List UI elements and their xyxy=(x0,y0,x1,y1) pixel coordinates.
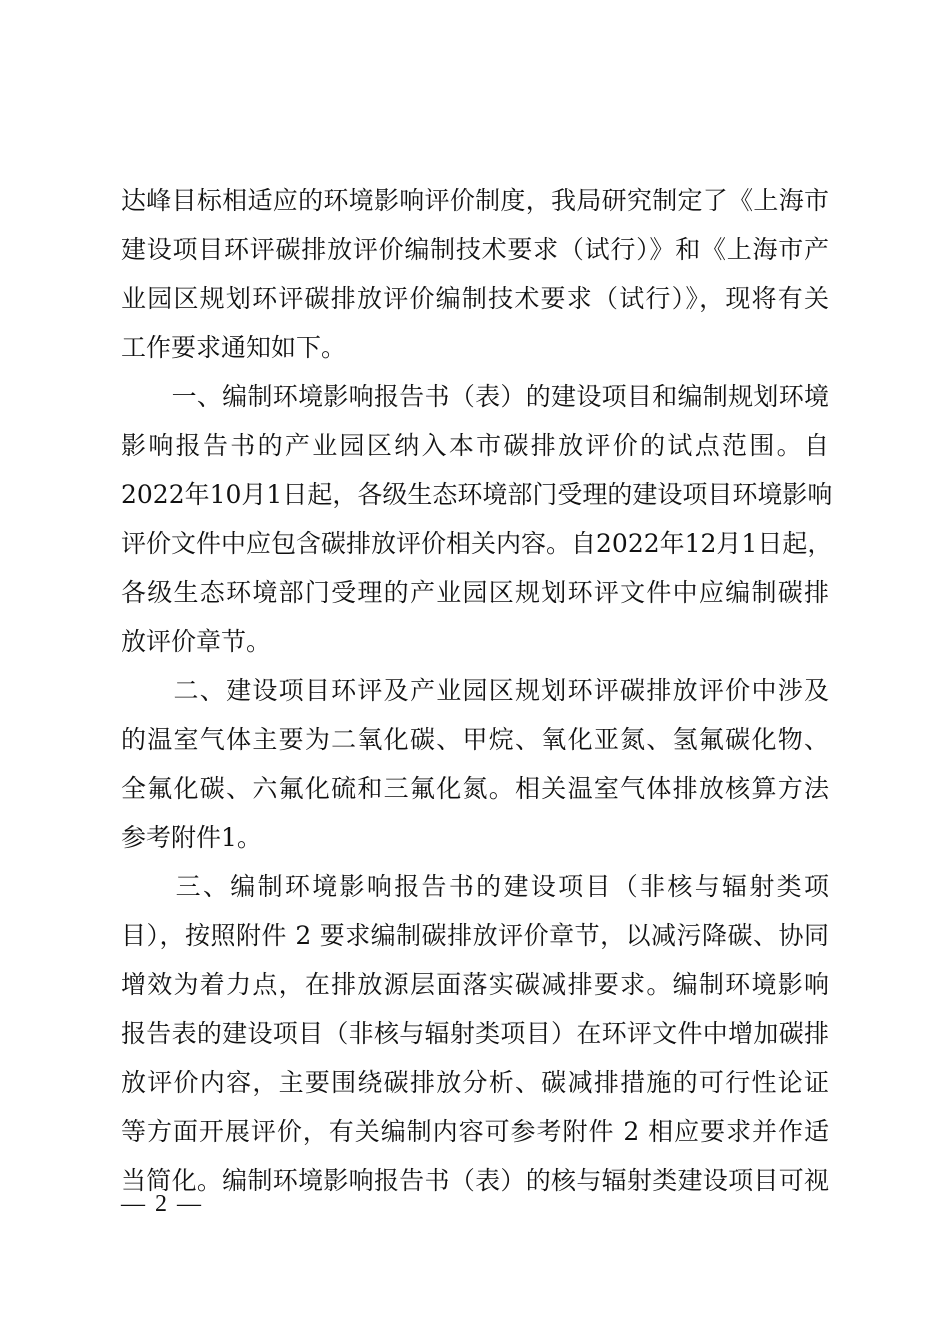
section-one-line-1: 一、编制环境影响报告书（表）的建设项目和编制规划环境 xyxy=(121,382,829,411)
page-number: — 2 — xyxy=(121,1191,203,1217)
section-two-line-4: 参考附件1。 xyxy=(121,823,262,852)
intro-line-1: 达峰目标相适应的环境影响评价制度，我局研究制定了《上海市 xyxy=(121,186,829,215)
intro-line-3: 业园区规划环评碳排放评价编制技术要求（试行）》，现将有关 xyxy=(121,284,829,313)
section-one-line-3: 2022年10月1日起，各级生态环境部门受理的建设项目环境影响 xyxy=(121,480,833,509)
section-three-line-3: 增效为着力点，在排放源层面落实碳减排要求。编制环境影响 xyxy=(121,970,829,999)
section-one-line-6: 放评价章节。 xyxy=(121,627,272,656)
section-three-line-1: 三、编制环境影响报告书的建设项目（非核与辐射类项 xyxy=(121,872,829,901)
section-one-line-2: 影响报告书的产业园区纳入本市碳排放评价的试点范围。自 xyxy=(121,431,829,460)
section-two-line-2: 的温室气体主要为二氧化碳、甲烷、氧化亚氮、氢氟碳化物、 xyxy=(121,725,829,754)
section-three-line-6: 等方面开展评价，有关编制内容可参考附件 2 相应要求并作适 xyxy=(121,1117,829,1146)
section-two-line-1: 二、建设项目环评及产业园区规划环评碳排放评价中涉及 xyxy=(121,676,829,705)
section-one-line-5: 各级生态环境部门受理的产业园区规划环评文件中应编制碳排 xyxy=(121,578,829,607)
intro-line-2: 建设项目环评碳排放评价编制技术要求（试行）》和《上海市产 xyxy=(121,235,829,264)
body-text xyxy=(121,176,833,1205)
section-one-line-4: 评价文件中应包含碳排放评价相关内容。自2022年12月1日起， xyxy=(121,529,833,558)
section-three-line-2: 目），按照附件 2 要求编制碳排放评价章节，以减污降碳、协同 xyxy=(121,921,829,950)
intro-line-4: 工作要求通知如下。 xyxy=(121,333,347,362)
section-two-line-3: 全氟化碳、六氟化硫和三氟化氮。相关温室气体排放核算方法 xyxy=(121,774,829,803)
section-three-line-5: 放评价内容，主要围绕碳排放分析、碳减排措施的可行性论证 xyxy=(121,1068,829,1097)
section-three-line-4: 报告表的建设项目（非核与辐射类项目）在环评文件中增加碳排 xyxy=(121,1019,829,1048)
section-three-line-7: 当简化。编制环境影响报告书（表）的核与辐射类建设项目可视 xyxy=(121,1166,829,1195)
